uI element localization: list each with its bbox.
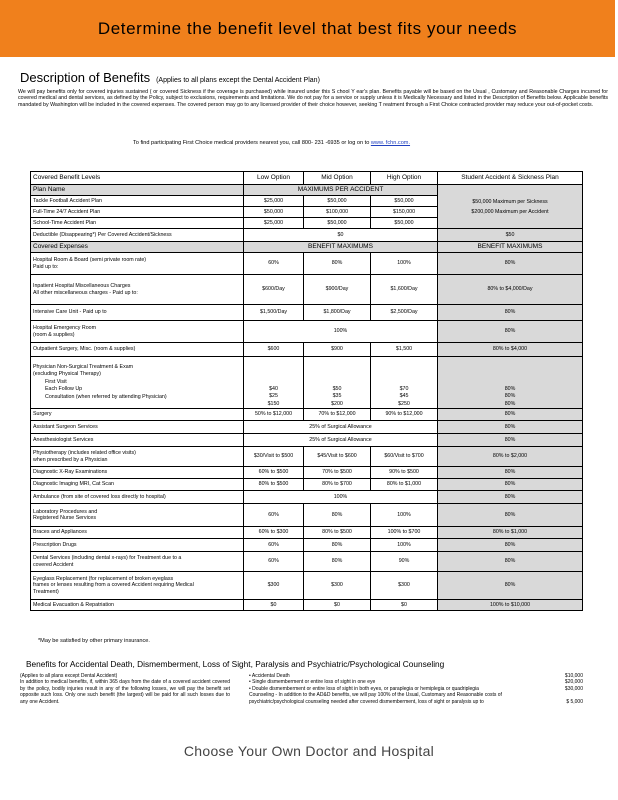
mid-value: $200 xyxy=(331,400,343,407)
row-label-line: Treatment) xyxy=(33,588,59,595)
student-maximums xyxy=(438,185,583,229)
benefit-item-label: • Accidental Death xyxy=(249,673,290,679)
high-value: 100% to $700 xyxy=(371,527,438,539)
table-row xyxy=(31,552,583,572)
low-value: $150 xyxy=(267,400,280,407)
row-label-line: Consultation (when referred by attending Physician) xyxy=(45,393,167,400)
eyeglass-label xyxy=(31,572,244,600)
mid-value: $0 xyxy=(304,600,371,611)
counseling-item xyxy=(249,692,583,705)
er-label xyxy=(31,321,244,343)
row-label-line: Paid up to: xyxy=(33,263,59,270)
accident-note: (Applies to all plans except Dental Accident) xyxy=(20,673,118,679)
student-benefit-maximums-header: BENEFIT MAXIMUMS xyxy=(438,242,583,253)
low-value: 60% xyxy=(244,253,304,275)
section-title-text: Description of Benefits xyxy=(20,70,151,85)
high-value: $45 xyxy=(399,393,409,400)
plan-name-cell: School-Time Accident Plan xyxy=(31,218,244,229)
row-label-line: Each Follow Up xyxy=(45,386,83,393)
evacuation-label: Medical Evacuation & Repatriation xyxy=(31,600,244,611)
student-value: 80% to $4,000/Day xyxy=(438,275,583,305)
assistant-value: 25% of Surgical Allowance xyxy=(244,421,438,434)
student-value: 80% xyxy=(438,504,583,527)
table-row xyxy=(31,600,583,611)
high-value: $0 xyxy=(371,600,438,611)
table-row xyxy=(31,527,583,539)
low-value: $40 xyxy=(269,385,278,392)
covered-expenses-header: Covered Expenses xyxy=(31,242,244,253)
row-label-line: (room & supplies) xyxy=(33,331,75,338)
er-value: 100% xyxy=(244,321,438,343)
deductible-label: Deductible (Disappearing*) Per Covered Accident/Sickness xyxy=(31,229,244,242)
ambulance-value: 100% xyxy=(244,491,438,504)
low-value: $30/Visit to $500 xyxy=(244,447,304,467)
benefit-item-amount: $10,000 xyxy=(564,673,583,679)
assistant-label: Assistant Surgeon Services xyxy=(31,421,244,434)
high-value: $70 xyxy=(399,385,409,392)
table-row xyxy=(31,479,583,491)
table-row xyxy=(31,275,583,305)
high-value: 90% to $12,000 xyxy=(371,409,438,421)
student-value: 80% xyxy=(438,479,583,491)
row-label-line: when prescribed by a Physician xyxy=(33,456,108,463)
student-value: 80% xyxy=(504,393,516,400)
header-student-plan: Student Accident & Sickness Plan xyxy=(438,172,583,185)
row-label-line: frames or lenses resulting from a covered Accident requiring Medical xyxy=(33,582,194,589)
benefit-item-amount: $30,000 xyxy=(564,685,583,692)
mid-value: 70% to $500 xyxy=(304,467,371,479)
low-value: $600/Day xyxy=(244,275,304,305)
low-value: 60% to $500 xyxy=(244,467,304,479)
table-row xyxy=(31,572,583,600)
plan-mid-value: $100,000 xyxy=(304,207,371,218)
section-title-note: (Applies to all plans except the Dental Accident Plan) xyxy=(156,77,320,84)
high-value: 100% xyxy=(371,539,438,552)
low-value: $1,500/Day xyxy=(244,305,304,321)
student-max-sickness: $50,000 Maximum per Sickness xyxy=(472,198,548,205)
mid-value: $45/Visit to $600 xyxy=(304,447,371,467)
plan-name-cell: Tackle Football Accident Plan xyxy=(31,196,244,207)
row-label-line: Eyeglass Replacement (for replacement of broken eyeglass xyxy=(33,576,174,583)
student-value: 80% xyxy=(438,552,583,572)
student-value: 80% xyxy=(438,253,583,275)
plan-name-cell: Full-Time 24/7 Accident Plan xyxy=(31,207,244,218)
student-value: 80% xyxy=(438,321,583,343)
physician-mid xyxy=(304,357,371,409)
table-row xyxy=(31,491,583,504)
page-banner: Determine the benefit level that best fits your needs xyxy=(0,0,615,57)
low-value: $600 xyxy=(244,343,304,357)
physician-high xyxy=(371,357,438,409)
row-label-line: Physiotherapy (includes related office visits) xyxy=(33,450,136,457)
row-label-line: covered Accident xyxy=(33,561,74,568)
row-label-line: Physician Non-Surgical Treatment & Exam xyxy=(33,363,134,370)
student-value: 80% to $1,000 xyxy=(438,527,583,539)
deductible-value: $0 xyxy=(244,229,438,242)
plan-mid-value: $50,000 xyxy=(304,196,371,207)
row-label-line: All other miscellaneous charges - Paid up to: xyxy=(33,289,138,296)
student-value: 80% xyxy=(504,400,516,407)
mid-value: 80% to $500 xyxy=(304,527,371,539)
find-provider-line xyxy=(133,140,410,146)
lab-label xyxy=(31,504,244,527)
header-high-option: High Option xyxy=(371,172,438,185)
benefit-item-label: • Single dismemberment or entire loss of sight in one eye xyxy=(249,679,376,686)
provider-website-link[interactable]: www. fchn.com. xyxy=(370,140,411,146)
plan-mid-value: $50,000 xyxy=(304,218,371,229)
high-value: 100% xyxy=(371,504,438,527)
mid-value: 80% xyxy=(304,504,371,527)
outpatient-label: Outpatient Surgery, Misc. (room & supplies) xyxy=(31,343,244,357)
accident-right-column xyxy=(249,673,583,705)
intro-paragraph: We will pay benefits only for covered injuries sustained ( or covered Sickness if the coverage is purchased) while insured under this S chool Y ear's plan. Benefits payable will be based on the Usual , Customary and Reasonable Charges incurred for covered medical and dental services, as defined by the Policy, subject to exclusions, requirements and limitations. We do not pay for a service or supply unless it is Medically Necessary and listed in the Description of Benefits below. Applicable benefits mandated by Washington will be included in the covered expenses. The covered person may go to any licensed provider of their choice however, seeking T reatment through a First Choice contracted provider may reduce your out-of-pocket costs. xyxy=(18,89,608,108)
plan-high-value: $50,000 xyxy=(371,218,438,229)
hospital-room-label xyxy=(31,253,244,275)
row-label-line: (excluding Physical Therapy) xyxy=(33,371,101,378)
find-provider-text: To find participating First Choice medical providers nearest you, call 800- 231 -6935 or log on to xyxy=(133,140,371,146)
mid-value: $900/Day xyxy=(304,275,371,305)
low-value: $0 xyxy=(244,600,304,611)
table-row xyxy=(31,343,583,357)
section-title xyxy=(20,70,320,85)
high-value: $1,500 xyxy=(371,343,438,357)
anesthesiologist-value: 25% of Surgical Allowance xyxy=(244,434,438,447)
plan-low-value: $25,000 xyxy=(244,196,304,207)
ambulance-label: Ambulance (from site of covered loss directly to hospital) xyxy=(31,491,244,504)
dental-label xyxy=(31,552,244,572)
student-value: 80% xyxy=(438,467,583,479)
high-value: 80% to $1,000 xyxy=(371,479,438,491)
deductible-footnote: *May be satisfied by other primary insurance. xyxy=(38,638,150,644)
row-label-line: First Visit xyxy=(45,378,67,385)
student-value: 80% xyxy=(438,421,583,434)
accident-left-column xyxy=(20,673,230,705)
table-row xyxy=(31,504,583,527)
student-value: 80% to $2,000 xyxy=(438,447,583,467)
low-value: 50% to $12,000 xyxy=(244,409,304,421)
student-value: 80% xyxy=(504,385,516,392)
imaging-label: Diagnostic Imaging MRI, Cat Scan xyxy=(31,479,244,491)
braces-label: Braces and Appliances xyxy=(31,527,244,539)
table-row xyxy=(31,421,583,434)
table-row xyxy=(31,447,583,467)
prescription-label: Prescription Drugs xyxy=(31,539,244,552)
student-value: 80% xyxy=(438,305,583,321)
mid-value: 80% xyxy=(304,253,371,275)
maximums-header: MAXIMUMS PER ACCIDENT xyxy=(244,185,438,196)
high-value: $2,500/Day xyxy=(371,305,438,321)
table-row xyxy=(31,229,583,242)
row-label-line: Laboratory Procedures and xyxy=(33,508,98,515)
table-row xyxy=(31,539,583,552)
low-value: $25 xyxy=(269,393,278,400)
row-label-line: Registered Nurse Services xyxy=(33,515,96,521)
table-row xyxy=(31,321,583,343)
plan-low-value: $25,000 xyxy=(244,218,304,229)
plan-name-header: Plan Name xyxy=(31,185,244,196)
student-value: 100% to $10,000 xyxy=(438,600,583,611)
low-value: 60% to $300 xyxy=(244,527,304,539)
row-label-line: Inpatient Hospital Miscellaneous Charges xyxy=(33,283,131,290)
low-value: 60% xyxy=(244,504,304,527)
high-value: $60/Visit to $700 xyxy=(371,447,438,467)
table-row xyxy=(31,409,583,421)
student-value: 80% xyxy=(438,409,583,421)
high-value: 100% xyxy=(371,253,438,275)
mid-value: $900 xyxy=(304,343,371,357)
table-row xyxy=(31,305,583,321)
mid-value: $50 xyxy=(332,385,342,392)
anesthesiologist-label: Anesthesiologist Services xyxy=(31,434,244,447)
high-value: 90% to $500 xyxy=(371,467,438,479)
high-value: $1,600/Day xyxy=(371,275,438,305)
counseling-text: Counseling - In addition to the AD&D benefits, we will pay 100% of the Usual, Customary and Reasonable costs of psychiatric/psychological counseling needed after covered dismemberment, loss of sight or paralysis up to xyxy=(249,692,502,705)
mid-value: 80% xyxy=(304,552,371,572)
low-value: 60% xyxy=(244,539,304,552)
counseling-amount: $ 5,000 xyxy=(566,698,583,705)
mid-value: $1,800/Day xyxy=(304,305,371,321)
mid-value: 80% to $700 xyxy=(304,479,371,491)
plan-low-value: $50,000 xyxy=(244,207,304,218)
mid-value: 70% to $12,000 xyxy=(304,409,371,421)
physician-student xyxy=(438,357,583,409)
table-row xyxy=(31,253,583,275)
student-max-accident: $200,000 Maximum per Accident xyxy=(471,208,549,215)
student-value: 80% xyxy=(438,434,583,447)
physician-label xyxy=(31,357,244,409)
table-row xyxy=(31,467,583,479)
low-value: 80% to $500 xyxy=(244,479,304,491)
table-row xyxy=(31,357,583,409)
inpatient-label xyxy=(31,275,244,305)
header-mid-option: Mid Option xyxy=(304,172,371,185)
low-value: 60% xyxy=(244,552,304,572)
icu-label: Intensive Care Unit - Paid up to xyxy=(31,305,244,321)
row-label-line: Dental Services (including dental x-rays) for Treatment due to a xyxy=(33,555,182,562)
mid-value: 80% xyxy=(304,539,371,552)
deductible-student: $50 xyxy=(438,229,583,242)
benefit-item-amount: $20,000 xyxy=(564,679,583,686)
high-value: 90% xyxy=(371,552,438,572)
table-row xyxy=(31,434,583,447)
accident-description: In addition to medical benefits, if, within 365 days from the date of a covered accident covered by the policy, bodily injuries result in any of the following losses, we will pay the benefit set opposite such loss. Only one such benefit (the largest) will be paid for all such losses due to any one Accident. xyxy=(20,679,230,705)
footer-tagline: Choose Your Own Doctor and Hospital xyxy=(183,743,435,759)
physician-low xyxy=(244,357,304,409)
student-value: 80% xyxy=(438,572,583,600)
row-label-line: Hospital Emergency Room xyxy=(33,325,96,332)
high-value: $300 xyxy=(371,572,438,600)
row-label-line: Hospital Room & Board (semi private room rate) xyxy=(33,257,147,264)
low-value: $300 xyxy=(244,572,304,600)
high-value: $250 xyxy=(398,400,410,407)
benefit-maximums-header: BENEFIT MAXIMUMS xyxy=(244,242,438,253)
header-low-option: Low Option xyxy=(244,172,304,185)
student-value: 80% xyxy=(438,539,583,552)
student-value: 80% to $4,000 xyxy=(438,343,583,357)
student-value: 80% xyxy=(438,491,583,504)
accident-section-title: Benefits for Accidental Death, Dismemberment, Loss of Sight, Paralysis and Psychiatric/Psychological Counseling xyxy=(26,659,445,669)
mid-value: $35 xyxy=(332,393,342,400)
benefits-table xyxy=(30,171,583,611)
benefit-item-label: • Double dismemberment or entire loss of sight in both eyes, or paraplegia or hemiplegia or quadriplegia xyxy=(249,685,479,692)
header-levels: Covered Benefit Levels xyxy=(31,172,244,185)
surgery-label: Surgery xyxy=(31,409,244,421)
plan-high-value: $50,000 xyxy=(371,196,438,207)
mid-value: $300 xyxy=(304,572,371,600)
physio-label xyxy=(31,447,244,467)
xray-label: Diagnostic X-Ray Examinations xyxy=(31,467,244,479)
plan-high-value: $150,000 xyxy=(371,207,438,218)
